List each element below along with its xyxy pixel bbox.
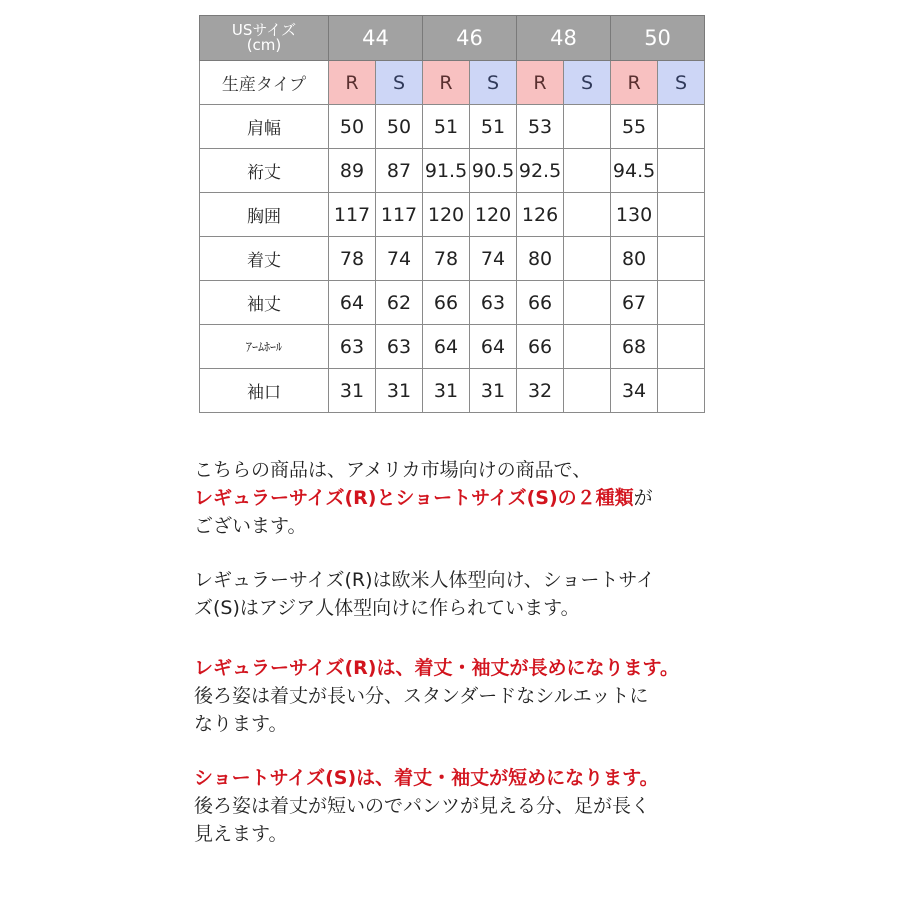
table-cell: 50 xyxy=(376,105,423,149)
table-cell: 89 xyxy=(329,149,376,193)
description-paragraph-intro xyxy=(194,456,653,540)
type-regular-48: R xyxy=(517,61,564,105)
table-row-chest xyxy=(200,193,705,237)
table-cell xyxy=(658,281,705,325)
regular-line: なります。 xyxy=(194,713,288,735)
table-cell xyxy=(658,193,705,237)
table-cell xyxy=(564,369,611,413)
table-cell: 55 xyxy=(611,105,658,149)
table-cell xyxy=(564,325,611,369)
regular-emphasis-line: レギュラーサイズ(R)は、着丈・袖丈が長めになります。 xyxy=(194,657,679,679)
unit-label: (cm) xyxy=(246,36,282,54)
table-row-shoulder-width xyxy=(200,105,705,149)
table-cell: 66 xyxy=(517,325,564,369)
table-cell: 67 xyxy=(611,281,658,325)
table-cell: 63 xyxy=(470,281,517,325)
intro-line: ございます。 xyxy=(194,515,307,537)
description-paragraph-short xyxy=(194,764,659,848)
table-cell xyxy=(658,105,705,149)
us-size-unit-header xyxy=(200,16,329,61)
intro-line-emphasis xyxy=(194,484,653,512)
table-cell: 74 xyxy=(470,237,517,281)
table-cell: 64 xyxy=(423,325,470,369)
intro-line-tail: が xyxy=(633,487,653,509)
table-row-body-length xyxy=(200,237,705,281)
table-cell: 51 xyxy=(423,105,470,149)
us-size-label: USサイズ xyxy=(231,21,297,39)
size-header-46: 46 xyxy=(423,16,517,61)
table-cell xyxy=(658,325,705,369)
table-cell: 78 xyxy=(423,237,470,281)
table-cell: 74 xyxy=(376,237,423,281)
table-cell: 64 xyxy=(329,281,376,325)
regular-line: 後ろ姿は着丈が長い分、スタンダードなシルエットに xyxy=(194,685,649,707)
body-type-line: レギュラーサイズ(R)は欧米人体型向け、ショートサイ xyxy=(194,569,656,591)
table-row-sleeve-length xyxy=(200,281,705,325)
table-cell: 80 xyxy=(517,237,564,281)
body-type-line: ズ(S)はアジア人体型向けに作られています。 xyxy=(194,597,580,619)
short-line: 見えます。 xyxy=(194,823,288,845)
table-cell: 64 xyxy=(470,325,517,369)
table-cell: 117 xyxy=(376,193,423,237)
table-row-armhole xyxy=(200,325,705,369)
table-cell xyxy=(564,193,611,237)
table-cell: 31 xyxy=(423,369,470,413)
table-cell: 63 xyxy=(376,325,423,369)
type-short-46: S xyxy=(470,61,517,105)
description-paragraph-regular xyxy=(194,654,679,738)
table-cell: 92.5 xyxy=(517,149,564,193)
production-type-row xyxy=(200,61,705,105)
table-cell: 34 xyxy=(611,369,658,413)
table-cell: 66 xyxy=(423,281,470,325)
table-cell: 126 xyxy=(517,193,564,237)
short-emphasis-line: ショートサイズ(S)は、着丈・袖丈が短めになります。 xyxy=(194,767,659,789)
table-cell: 80 xyxy=(611,237,658,281)
table-cell: 130 xyxy=(611,193,658,237)
table-cell: 50 xyxy=(329,105,376,149)
table-cell: 87 xyxy=(376,149,423,193)
table-cell: 31 xyxy=(470,369,517,413)
type-regular-44: R xyxy=(329,61,376,105)
table-cell: 51 xyxy=(470,105,517,149)
table-cell xyxy=(564,149,611,193)
row-label: 袖口 xyxy=(200,369,329,413)
table-cell xyxy=(658,149,705,193)
short-line: 後ろ姿は着丈が短いのでパンツが見える分、足が長く xyxy=(194,795,651,817)
row-label: 肩幅 xyxy=(200,105,329,149)
size-header-row xyxy=(200,16,705,61)
table-cell: 78 xyxy=(329,237,376,281)
table-cell xyxy=(658,237,705,281)
production-type-label: 生産タイプ xyxy=(200,61,329,105)
table-cell: 62 xyxy=(376,281,423,325)
table-cell: 120 xyxy=(423,193,470,237)
table-cell: 91.5 xyxy=(423,149,470,193)
table-cell: 68 xyxy=(611,325,658,369)
table-cell xyxy=(564,281,611,325)
row-label: 着丈 xyxy=(200,237,329,281)
table-cell: 117 xyxy=(329,193,376,237)
table-cell: 120 xyxy=(470,193,517,237)
row-label: 胸囲 xyxy=(200,193,329,237)
table-cell: 90.5 xyxy=(470,149,517,193)
size-header-48: 48 xyxy=(517,16,611,61)
type-regular-50: R xyxy=(611,61,658,105)
type-short-44: S xyxy=(376,61,423,105)
table-cell: 66 xyxy=(517,281,564,325)
type-short-50: S xyxy=(658,61,705,105)
table-cell: 53 xyxy=(517,105,564,149)
table-cell xyxy=(658,369,705,413)
row-label: ｱｰﾑﾎｰﾙ xyxy=(200,325,329,369)
table-row-sleeve-length-from-center xyxy=(200,149,705,193)
table-row-cuff xyxy=(200,369,705,413)
intro-line: こちらの商品は、アメリカ市場向けの商品で、 xyxy=(194,459,592,481)
table-cell: 31 xyxy=(329,369,376,413)
table-cell xyxy=(564,105,611,149)
size-header-44: 44 xyxy=(329,16,423,61)
table-cell: 31 xyxy=(376,369,423,413)
size-chart-table xyxy=(199,15,705,413)
type-short-48: S xyxy=(564,61,611,105)
type-regular-46: R xyxy=(423,61,470,105)
table-cell: 63 xyxy=(329,325,376,369)
table-cell: 94.5 xyxy=(611,149,658,193)
table-cell: 32 xyxy=(517,369,564,413)
emphasis-text: レギュラーサイズ(R)とショートサイズ(S)の２種類 xyxy=(194,487,634,509)
table-cell xyxy=(564,237,611,281)
description-paragraph-body-types xyxy=(194,566,655,622)
row-label: 裄丈 xyxy=(200,149,329,193)
row-label: 袖丈 xyxy=(200,281,329,325)
size-header-50: 50 xyxy=(611,16,705,61)
